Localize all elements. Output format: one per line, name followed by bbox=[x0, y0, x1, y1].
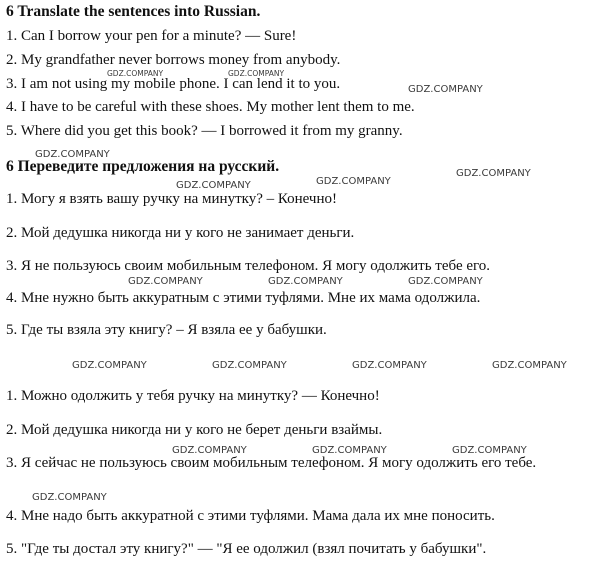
watermark: GDZ.COMPANY bbox=[228, 69, 285, 78]
watermark: GDZ.COMPANY bbox=[172, 445, 247, 456]
section2-item-1: 1. Могу я взять вашу ручку на минутку? – Конечно! bbox=[6, 191, 337, 207]
section1-item-5: 5. Where did you get this book? — I borrowed it from my granny. bbox=[6, 123, 403, 139]
watermark: GDZ.COMPANY bbox=[492, 360, 567, 371]
section2-item-4: 4. Мне нужно быть аккуратным с этими туфлями. Мне их мама одолжила. bbox=[6, 290, 481, 306]
section3-item-3: 3. Я сейчас не пользуюсь своим мобильным телефоном. Я могу одолжить его тебе. bbox=[6, 455, 537, 471]
section2-item-2: 2. Мой дедушка никогда ни у кого не занимает деньги. bbox=[6, 225, 355, 241]
watermark: GDZ.COMPANY bbox=[316, 176, 391, 187]
section1-item-3: 3. I am not using my mobile phone. I can lend it to you. bbox=[6, 76, 341, 92]
watermark: GDZ.COMPANY bbox=[452, 445, 527, 456]
section2-item-3: 3. Я не пользуюсь своим мобильным телефоном. Я могу одолжить тебе его. bbox=[6, 258, 491, 274]
watermark: GDZ.COMPANY bbox=[312, 445, 387, 456]
watermark: GDZ.COMPANY bbox=[128, 276, 203, 287]
watermark: GDZ.COMPANY bbox=[212, 360, 287, 371]
section2-item-5: 5. Где ты взяла эту книгу? – Я взяла ее у бабушки. bbox=[6, 322, 327, 338]
watermark: GDZ.COMPANY bbox=[72, 360, 147, 371]
section2-heading: 6 Переведите предложения на русский. bbox=[6, 158, 280, 175]
section1-heading: 6 Translate the sentences into Russian. bbox=[6, 3, 261, 20]
watermark: GDZ.COMPANY bbox=[268, 276, 343, 287]
section3-item-2: 2. Мой дедушка никогда ни у кого не берет деньги взаймы. bbox=[6, 422, 383, 438]
watermark: GDZ.COMPANY bbox=[176, 180, 251, 191]
watermark: GDZ.COMPANY bbox=[408, 276, 483, 287]
watermark: GDZ.COMPANY bbox=[408, 84, 483, 95]
watermark: GDZ.COMPANY bbox=[456, 168, 531, 179]
section1-item-2: 2. My grandfather never borrows money from anybody. bbox=[6, 52, 341, 68]
section1-item-4: 4. I have to be careful with these shoes. My mother lent them to me. bbox=[6, 99, 415, 115]
watermark: GDZ.COMPANY bbox=[352, 360, 427, 371]
section1-item-1: 1. Can I borrow your pen for a minute? — Sure! bbox=[6, 28, 297, 44]
section3-item-5: 5. "Где ты достал эту книгу?" — "Я ее одолжил (взял почитать у бабушки". bbox=[6, 541, 487, 557]
section3-item-4: 4. Мне надо быть аккуратной с этими туфлями. Мама дала их мне поносить. bbox=[6, 508, 495, 524]
watermark: GDZ.COMPANY bbox=[32, 492, 107, 503]
section3-item-1: 1. Можно одолжить у тебя ручку на минутку? — Конечно! bbox=[6, 388, 380, 404]
watermark: GDZ.COMPANY bbox=[35, 149, 110, 160]
watermark: GDZ.COMPANY bbox=[107, 69, 164, 78]
